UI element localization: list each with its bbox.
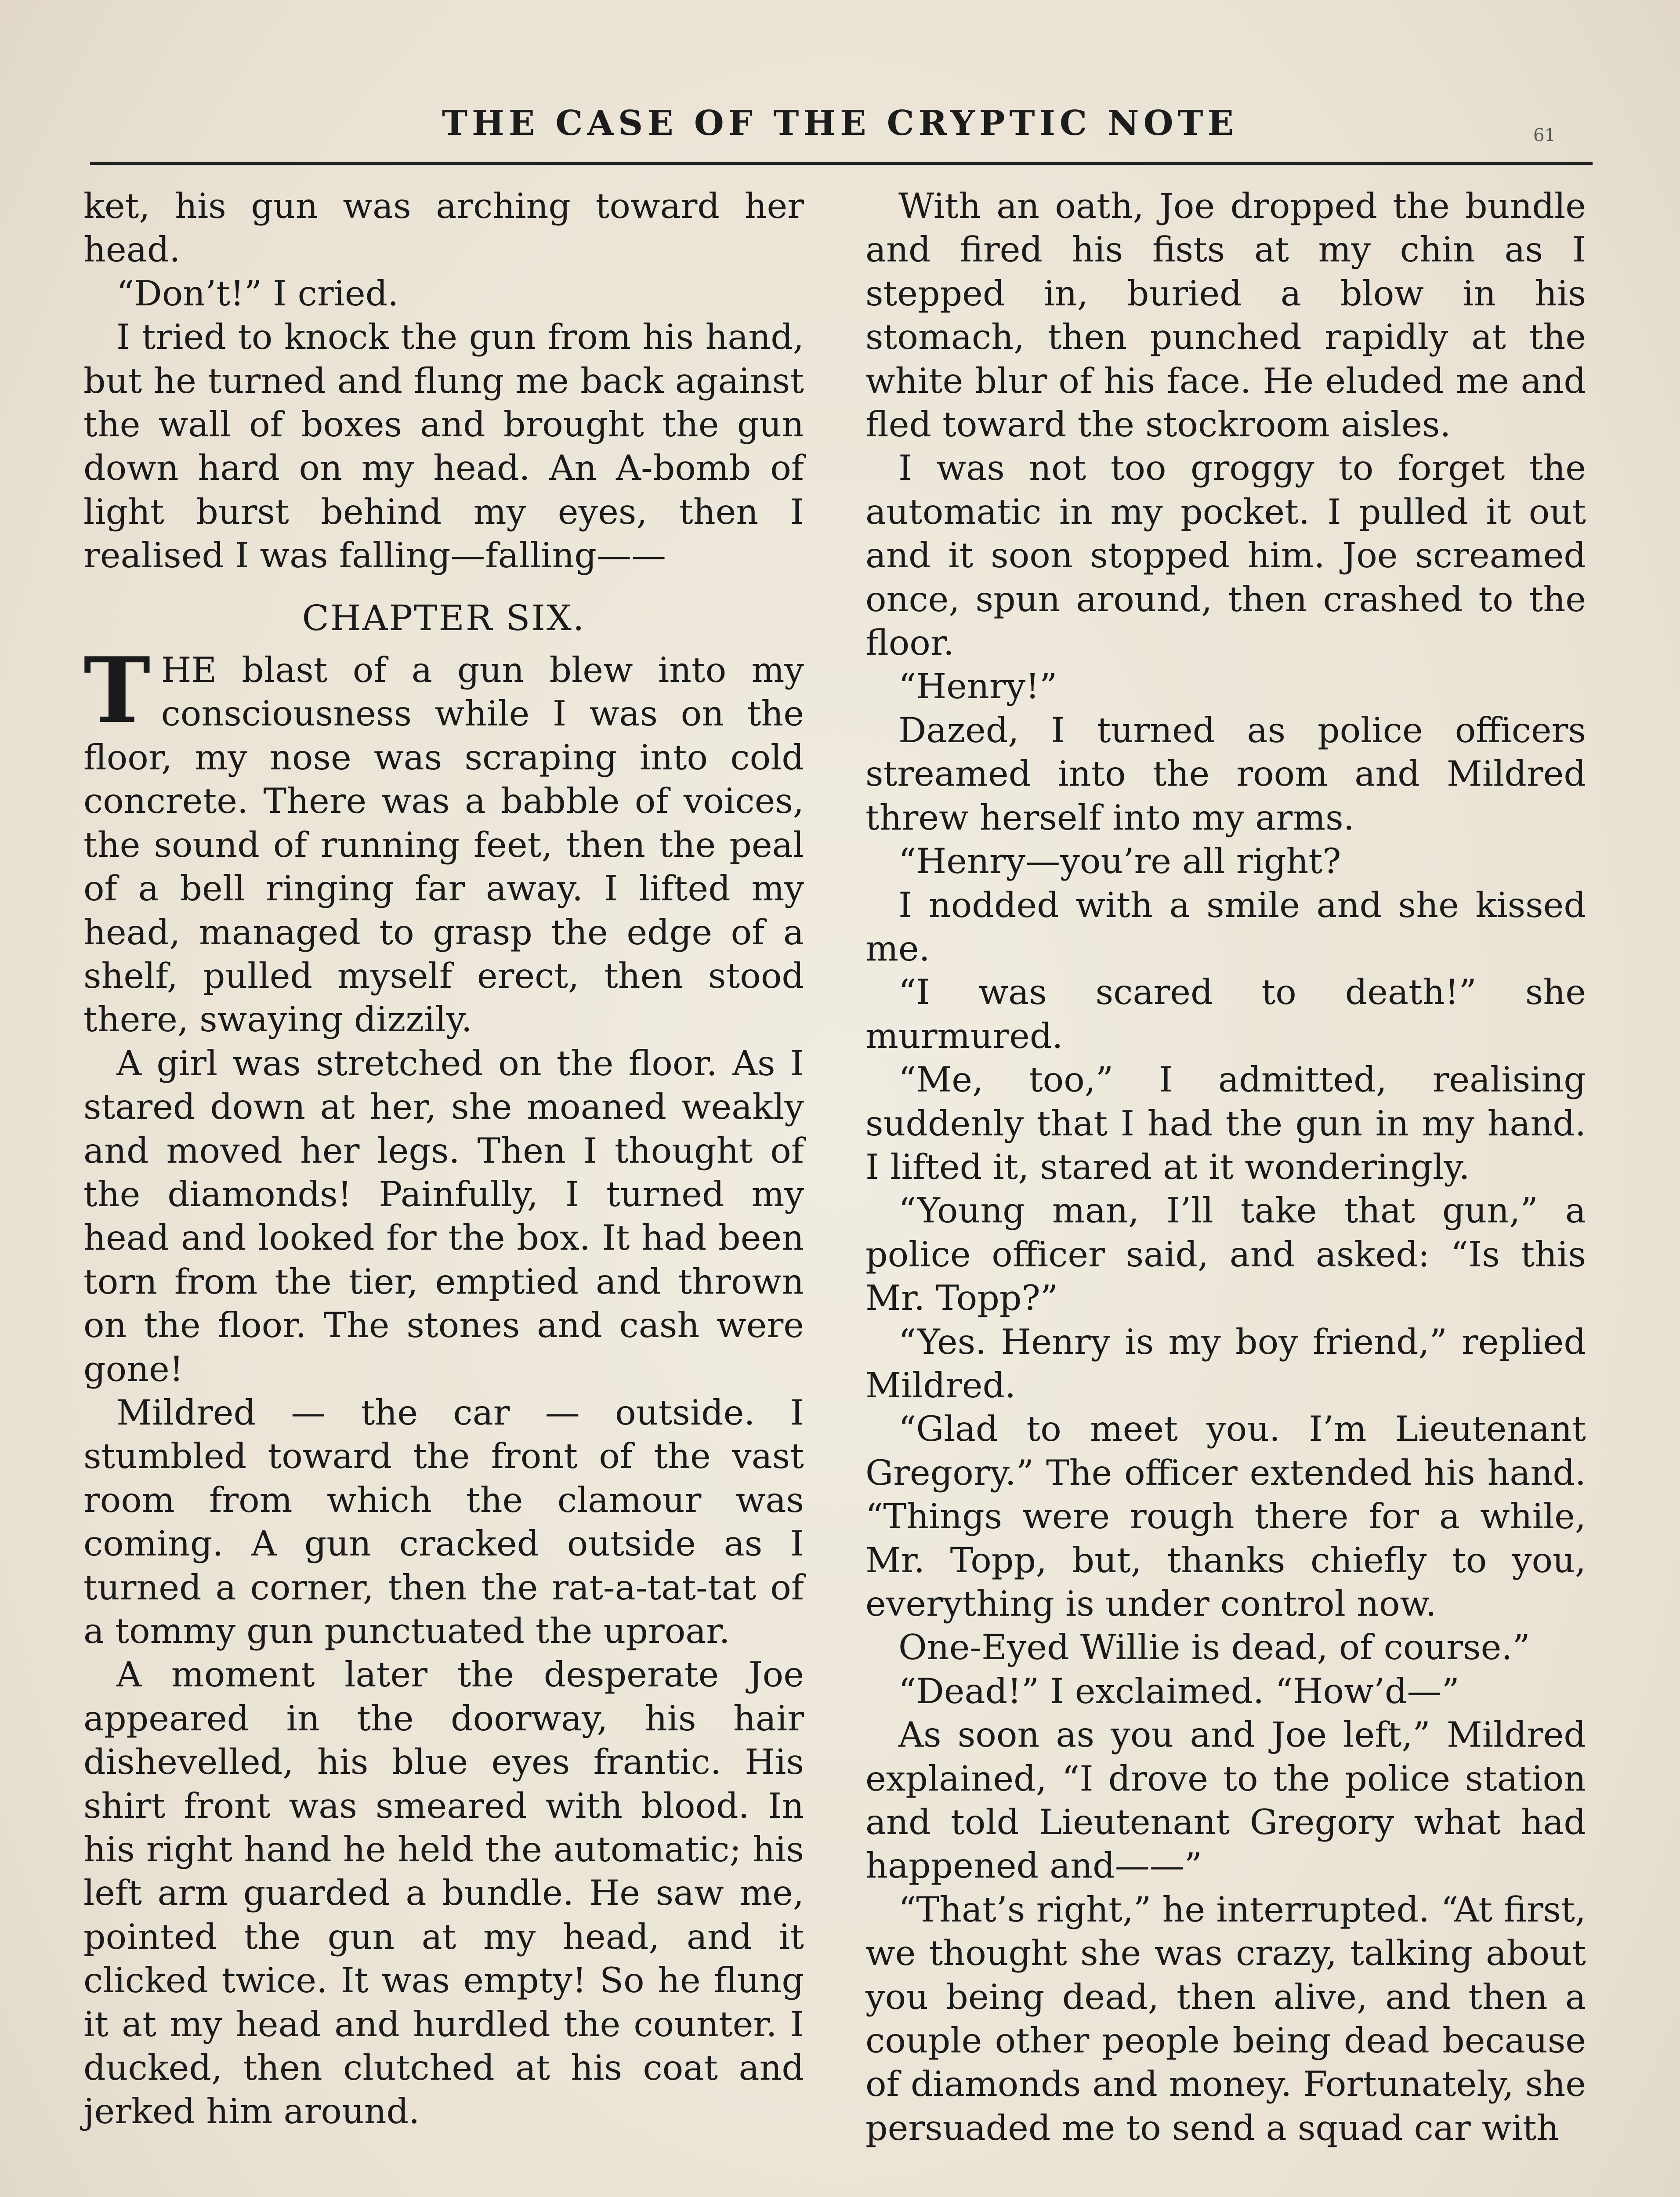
drop-cap: T <box>83 638 151 744</box>
paragraph: I nodded with a smile and she kissed me. <box>865 885 1586 969</box>
paragraph: As soon as you and Joe left,” Mildred explained, “I drove to the police station and told Lieutenant Gregory what had happened and——” <box>865 1715 1586 1886</box>
paragraph: “Henry!” <box>898 666 1057 707</box>
paragraph: Dazed, I turned as police officers streamed into the room and Mildred threw herself into my arms. <box>865 710 1586 838</box>
paragraph: A girl was stretched on the floor. As I stared down at her, she moaned weakly and moved her legs. Then I thought of the diamonds! Painfully, I turned my head and looked for the box. It had been torn from the tier, emptied and thrown on the floor. The stones and cash were gone! <box>83 1043 804 1389</box>
paragraph: A moment later the desperate Joe appeared in the doorway, his hair dishevelled, his blue eyes frantic. His shirt front was smeared with blood. In his right hand he held the automatic; his left arm guarded a bundle. He saw me, pointed the gun at my head, and it clicked twice. It was empty! So he flung it at my head and hurdled the counter. I ducked, then clutched at his coat and jerked him around. <box>83 1654 804 2132</box>
left-column <box>83 185 804 2134</box>
paragraph: “Me, too,” I admitted, realising suddenly that I had the gun in my hand. I lifted it, stared at it wonderingly. <box>865 1059 1586 1187</box>
paragraph: Mildred — the car — outside. I stumbled toward the front of the vast room from which the clamour was coming. A gun cracked outside as I turned a corner, then the rat-a-tat-tat of a tommy gun punctuated the uproar. <box>83 1392 804 1651</box>
paragraph: I was not too groggy to forget the automatic in my pocket. I pulled it out and it soon stopped him. Joe screamed once, spun around, then crashed to the floor. <box>865 448 1586 663</box>
right-column <box>865 185 1586 2150</box>
paragraph: ket, his gun was arching toward her head. <box>83 186 804 270</box>
paragraph: “Young man, I’ll take that gun,” a police officer said, and asked: “Is this Mr. Topp?” <box>865 1190 1586 1319</box>
paragraph: I tried to knock the gun from his hand, but he turned and flung me back against the wall of boxes and brought the gun down hard on my head. An A-bomb of light burst behind my eyes, then I realised I was falling—falling—— <box>83 317 804 576</box>
paragraph: “Glad to meet you. I’m Lieutenant Gregory.” The officer extended his hand. “Things were rough there for a while, Mr. Topp, but, thanks chiefly to you, everything is under control now. <box>865 1409 1586 1624</box>
paragraph: “Yes. Henry is my boy friend,” replied Mildred. <box>865 1321 1586 1406</box>
page-number: 61 <box>1533 125 1556 145</box>
paragraph: “Henry—you’re all right? <box>898 841 1341 882</box>
header-rule <box>90 162 1593 165</box>
paragraph: With an oath, Joe dropped the bundle and fired his fists at my chin as I stepped in, buried a blow in his stomach, then punched rapidly at the white blur of his face. He eluded me and fled toward the stockroom aisles. <box>865 186 1586 445</box>
paragraph: “Dead!” I exclaimed. “How’d—” <box>898 1671 1459 1711</box>
paragraph: One-Eyed Willie is dead, of course.” <box>898 1627 1530 1668</box>
chapter-opening-paragraph <box>83 638 804 1042</box>
running-title: THE CASE OF THE CRYPTIC NOTE <box>442 103 1238 143</box>
chapter-opening-text: HE blast of a gun blew into my consciousness while I was on the floor, my nose was scraping into cold concrete. There was a babble of voices, the sound of running feet, then the peal of a bell ringing far away. I lifted my head, managed to grasp the edge of a shelf, pulled myself erect, then stood there, swaying dizzily. <box>83 650 804 1040</box>
chapter-heading: CHAPTER SIX. <box>302 597 586 638</box>
paragraph: “Don’t!” I cried. <box>116 273 399 314</box>
paragraph: “I was scared to death!” she murmured. <box>865 972 1586 1056</box>
paragraph: “That’s right,” he interrupted. “At first, we thought she was crazy, talking about you being dead, then alive, and then a couple other people being dead because of diamonds and money. Fortunately, she persuaded me to send a squad car with <box>865 1889 1586 2148</box>
